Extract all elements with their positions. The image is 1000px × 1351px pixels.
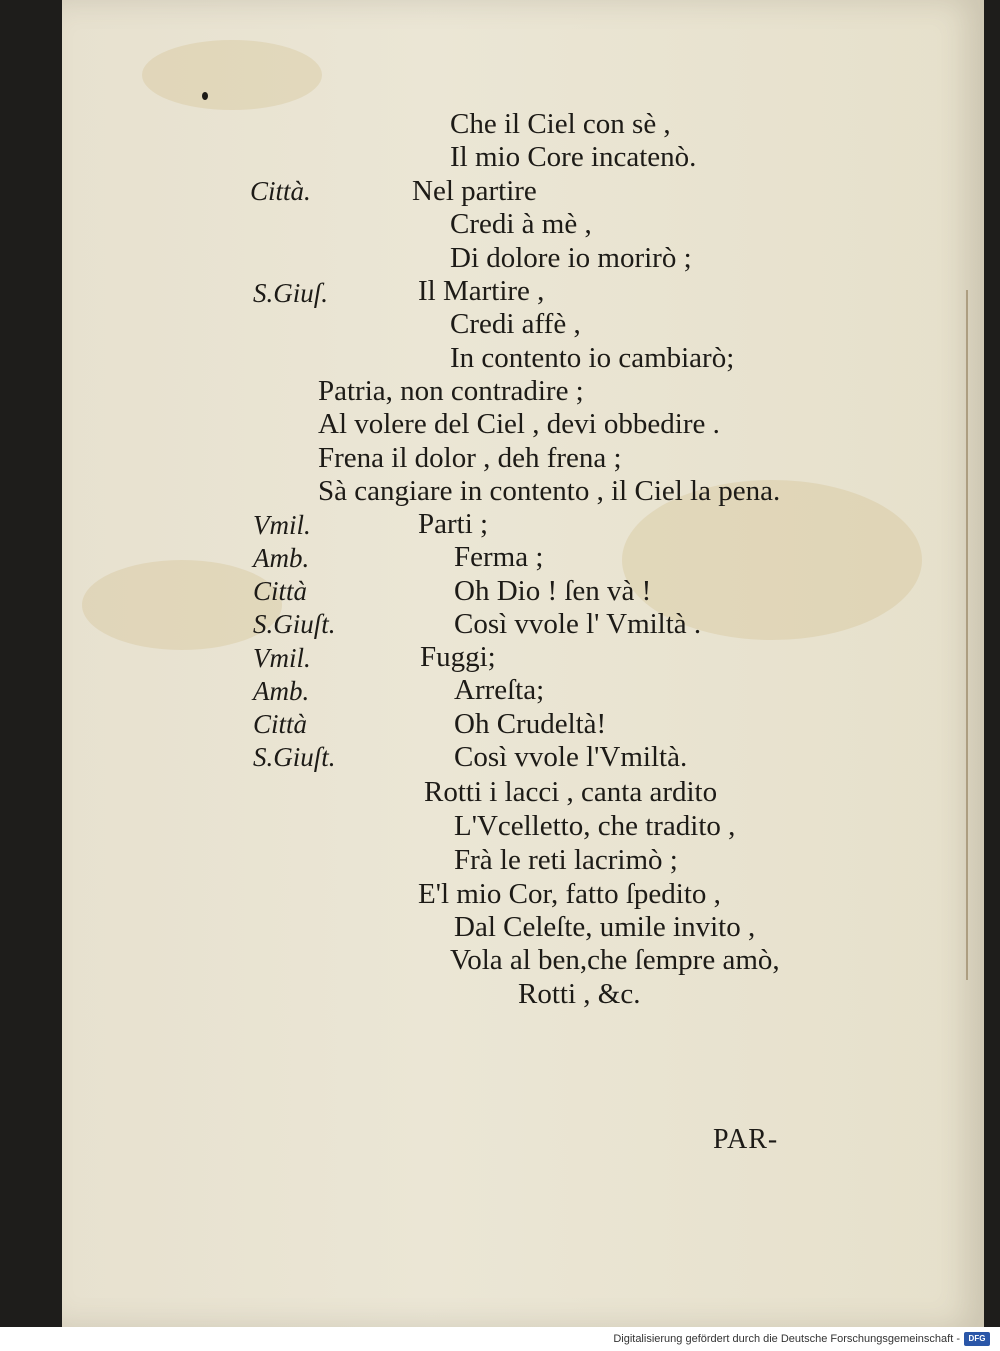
speaker-vmil: Vmil.	[253, 643, 311, 673]
verse-line: Arreſta;	[454, 674, 545, 706]
verse-line: Il mio Core incatenò.	[450, 141, 697, 173]
verse-line: Patria, non contradire ;	[318, 375, 584, 407]
catchword: PAR-	[713, 1124, 779, 1155]
verse-line: Al volere del Ciel , devi obbedire .	[318, 408, 720, 440]
verse-line: Credi à mè ,	[450, 208, 592, 240]
ink-dot	[202, 92, 208, 100]
speaker-amb: Amb.	[253, 676, 310, 706]
speaker-citta: Città.	[250, 176, 311, 206]
verse-line: L'Vcelletto, che tradito ,	[454, 810, 736, 842]
speaker-vmil: Vmil.	[253, 510, 311, 540]
verse-line: Di dolore io morirò ;	[450, 242, 692, 274]
verse-line: Così vvole l'Vmiltà.	[454, 741, 688, 773]
speaker-citta: Città	[253, 709, 308, 739]
verse-line: Che il Ciel con sè ,	[450, 108, 671, 140]
speaker-s-giust: S.Giuſt.	[253, 742, 336, 772]
verse-line: In contento io cambiarò;	[450, 342, 735, 374]
verse-line: Nel partire	[412, 175, 537, 207]
verse-line: Frena il dolor , deh frena ;	[318, 442, 622, 474]
verse-line: Dal Celeſte, umile invito ,	[454, 911, 756, 943]
verse-line: E'l mio Cor, fatto ſpedito ,	[418, 878, 721, 910]
verse-line: Frà le reti lacrimò ;	[454, 844, 678, 876]
footer-credit: Digitalisierung gefördert durch die Deutsche Forschungsgemeinschaft -	[613, 1333, 960, 1345]
verse-line: Vola al ben,che ſempre amò,	[450, 944, 780, 976]
footer-bar	[0, 1327, 1000, 1351]
paper-stain	[142, 40, 322, 110]
verse-line: Rotti i lacci , canta ardito	[424, 776, 718, 808]
verse-line: Sà cangiare in contento , il Ciel la pena.	[318, 475, 781, 507]
speaker-s-giust: S.Giuſt.	[253, 609, 336, 639]
verse-line: Oh Crudeltà!	[454, 708, 607, 740]
verse-line: Parti ;	[418, 508, 489, 540]
speaker-citta: Città	[253, 576, 308, 606]
verse-line: Il Martire ,	[418, 275, 545, 307]
verse-line: Credi affè ,	[450, 308, 581, 340]
paper-stain	[82, 560, 282, 650]
verse-line: Rotti , &c.	[518, 978, 641, 1010]
dfg-logo-icon: DFG	[964, 1332, 990, 1346]
speaker-amb: Amb.	[253, 543, 310, 573]
verse-line: Ferma ;	[454, 541, 544, 573]
speaker-s-giust: S.Giuſ.	[253, 278, 329, 308]
verse-line: Fuggi;	[420, 641, 496, 673]
verse-line: Così vvole l' Vmiltà .	[454, 608, 702, 640]
verse-line: Oh Dio ! ſen và !	[454, 575, 652, 607]
page-edge	[966, 290, 978, 980]
